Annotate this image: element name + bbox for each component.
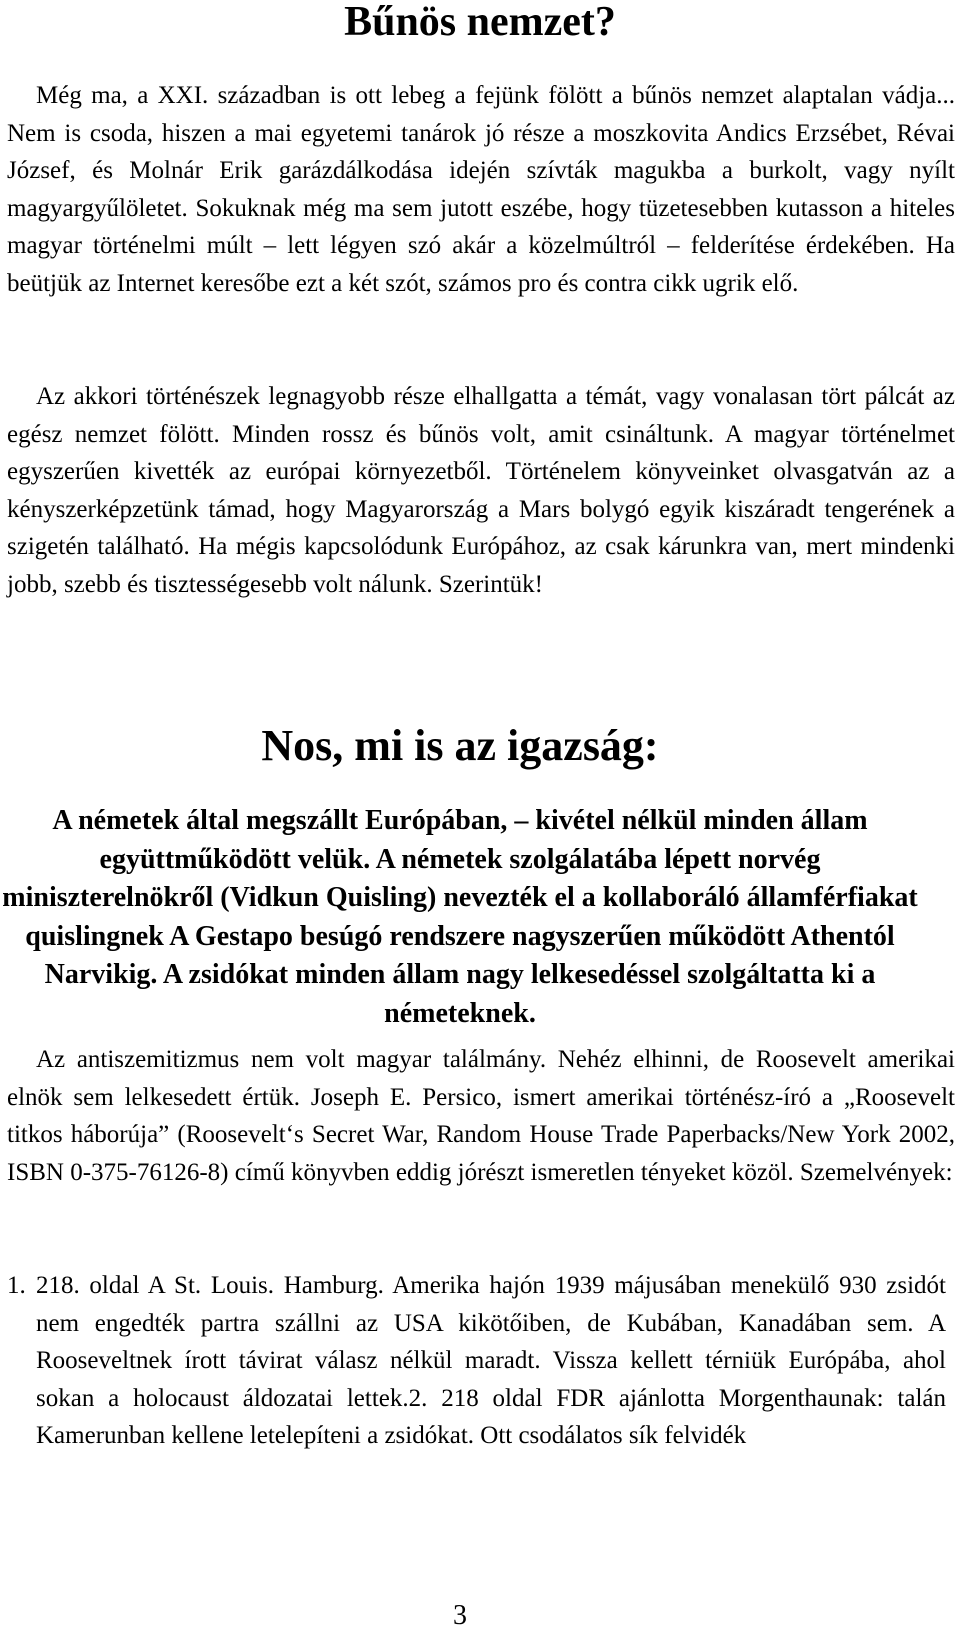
paragraph-historians: Az akkori történészek legnagyobb része elhallgatta a témát, vagy vonalasan tört pálcát az egész nemzet fölött. Minden rossz és bűnös volt, amit csináltunk. A magyar történelmet egyszerűen kivették az európai környezetből. Történelem könyveinket olvasgatván az a kényszerképzetünk támad, hogy Magyarország a Mars bolygó egyik kiszáradt tengerének a szigetén található. Ha mégis kapcsolódunk Európához, az csak kárunkra van, mert mindenki jobb, szebb és tisztességesebb volt nálunk. Szerintük! (7, 383, 955, 598)
list-number: 1. (7, 1272, 26, 1299)
page-title: Bűnös nemzet? (344, 0, 616, 45)
page-number: 3 (453, 1600, 467, 1631)
list-item: 218. oldal A St. Louis. Hamburg. Amerika hajón 1939 májusában menekülő 930 zsidót nem engedték partra szállni az USA kikötőiben, de Kubában, Kanadában sem. A Rooseveltnek írott távirat válasz nélkül maradt. Vissza kellett térniük Európába, ahol sokan a holocaust áldozatai lettek.2. 218 oldal FDR ajánlotta Morgenthaunak: talán Kamerunban kellene letelepíteni a zsidókat. Ott csodálatos sík felvidék (36, 1272, 946, 1450)
bold-statement: A németek által megszállt Európában, – kivétel nélkül minden állam együttműködött velük. A németek szolgálatába lépett norvég miniszterelnökről (Vidkun Quisling) nevezték el a kollaboráló államférfiakat quislingnek A Gestapo besúgó rendszere nagyszerűen működött Athentól Narvikig. A zsidókat minden állam nagy lelkesedéssel szolgáltatta ki a németeknek. (2, 805, 918, 1029)
paragraph-intro: Még ma, a XXI. században is ott lebeg a fejünk fölött a bűnös nemzet alaptalan vádja... Nem is csoda, hiszen a mai egyetemi tanárok jó része a moszkovita Andics Erzsébet, Révai József, és Molnár Erik garázdálkodása idején szívták magukba a burkolt, vagy nyílt magyargyűlöletet. Sokuknak még ma sem jutott eszébe, hogy tüzetesebben kutasson a hiteles magyar történelmi múlt – lett légyen szó akár a közelmúltról – felderítése érdekében. Ha beütjük az Internet keresőbe ezt a két szót, számos pro és contra cikk ugrik elő. (7, 82, 955, 297)
section-heading: Nos, mi is az igazság: (261, 721, 659, 770)
paragraph-antisemitism: Az antiszemitizmus nem volt magyar találmány. Nehéz elhinni, de Roosevelt amerikai elnök sem lelkesedett értük. Joseph E. Persico, ismert amerikai történész-író a „Roosevelt titkos háborúja” (Roosevelt‘s Secret War, Random House Trade Paperbacks/New York 2002, ISBN 0-375-76126-8) című könyvben eddig jórészt ismeretlen tényeket közöl. Szemelvények: (7, 1046, 955, 1186)
